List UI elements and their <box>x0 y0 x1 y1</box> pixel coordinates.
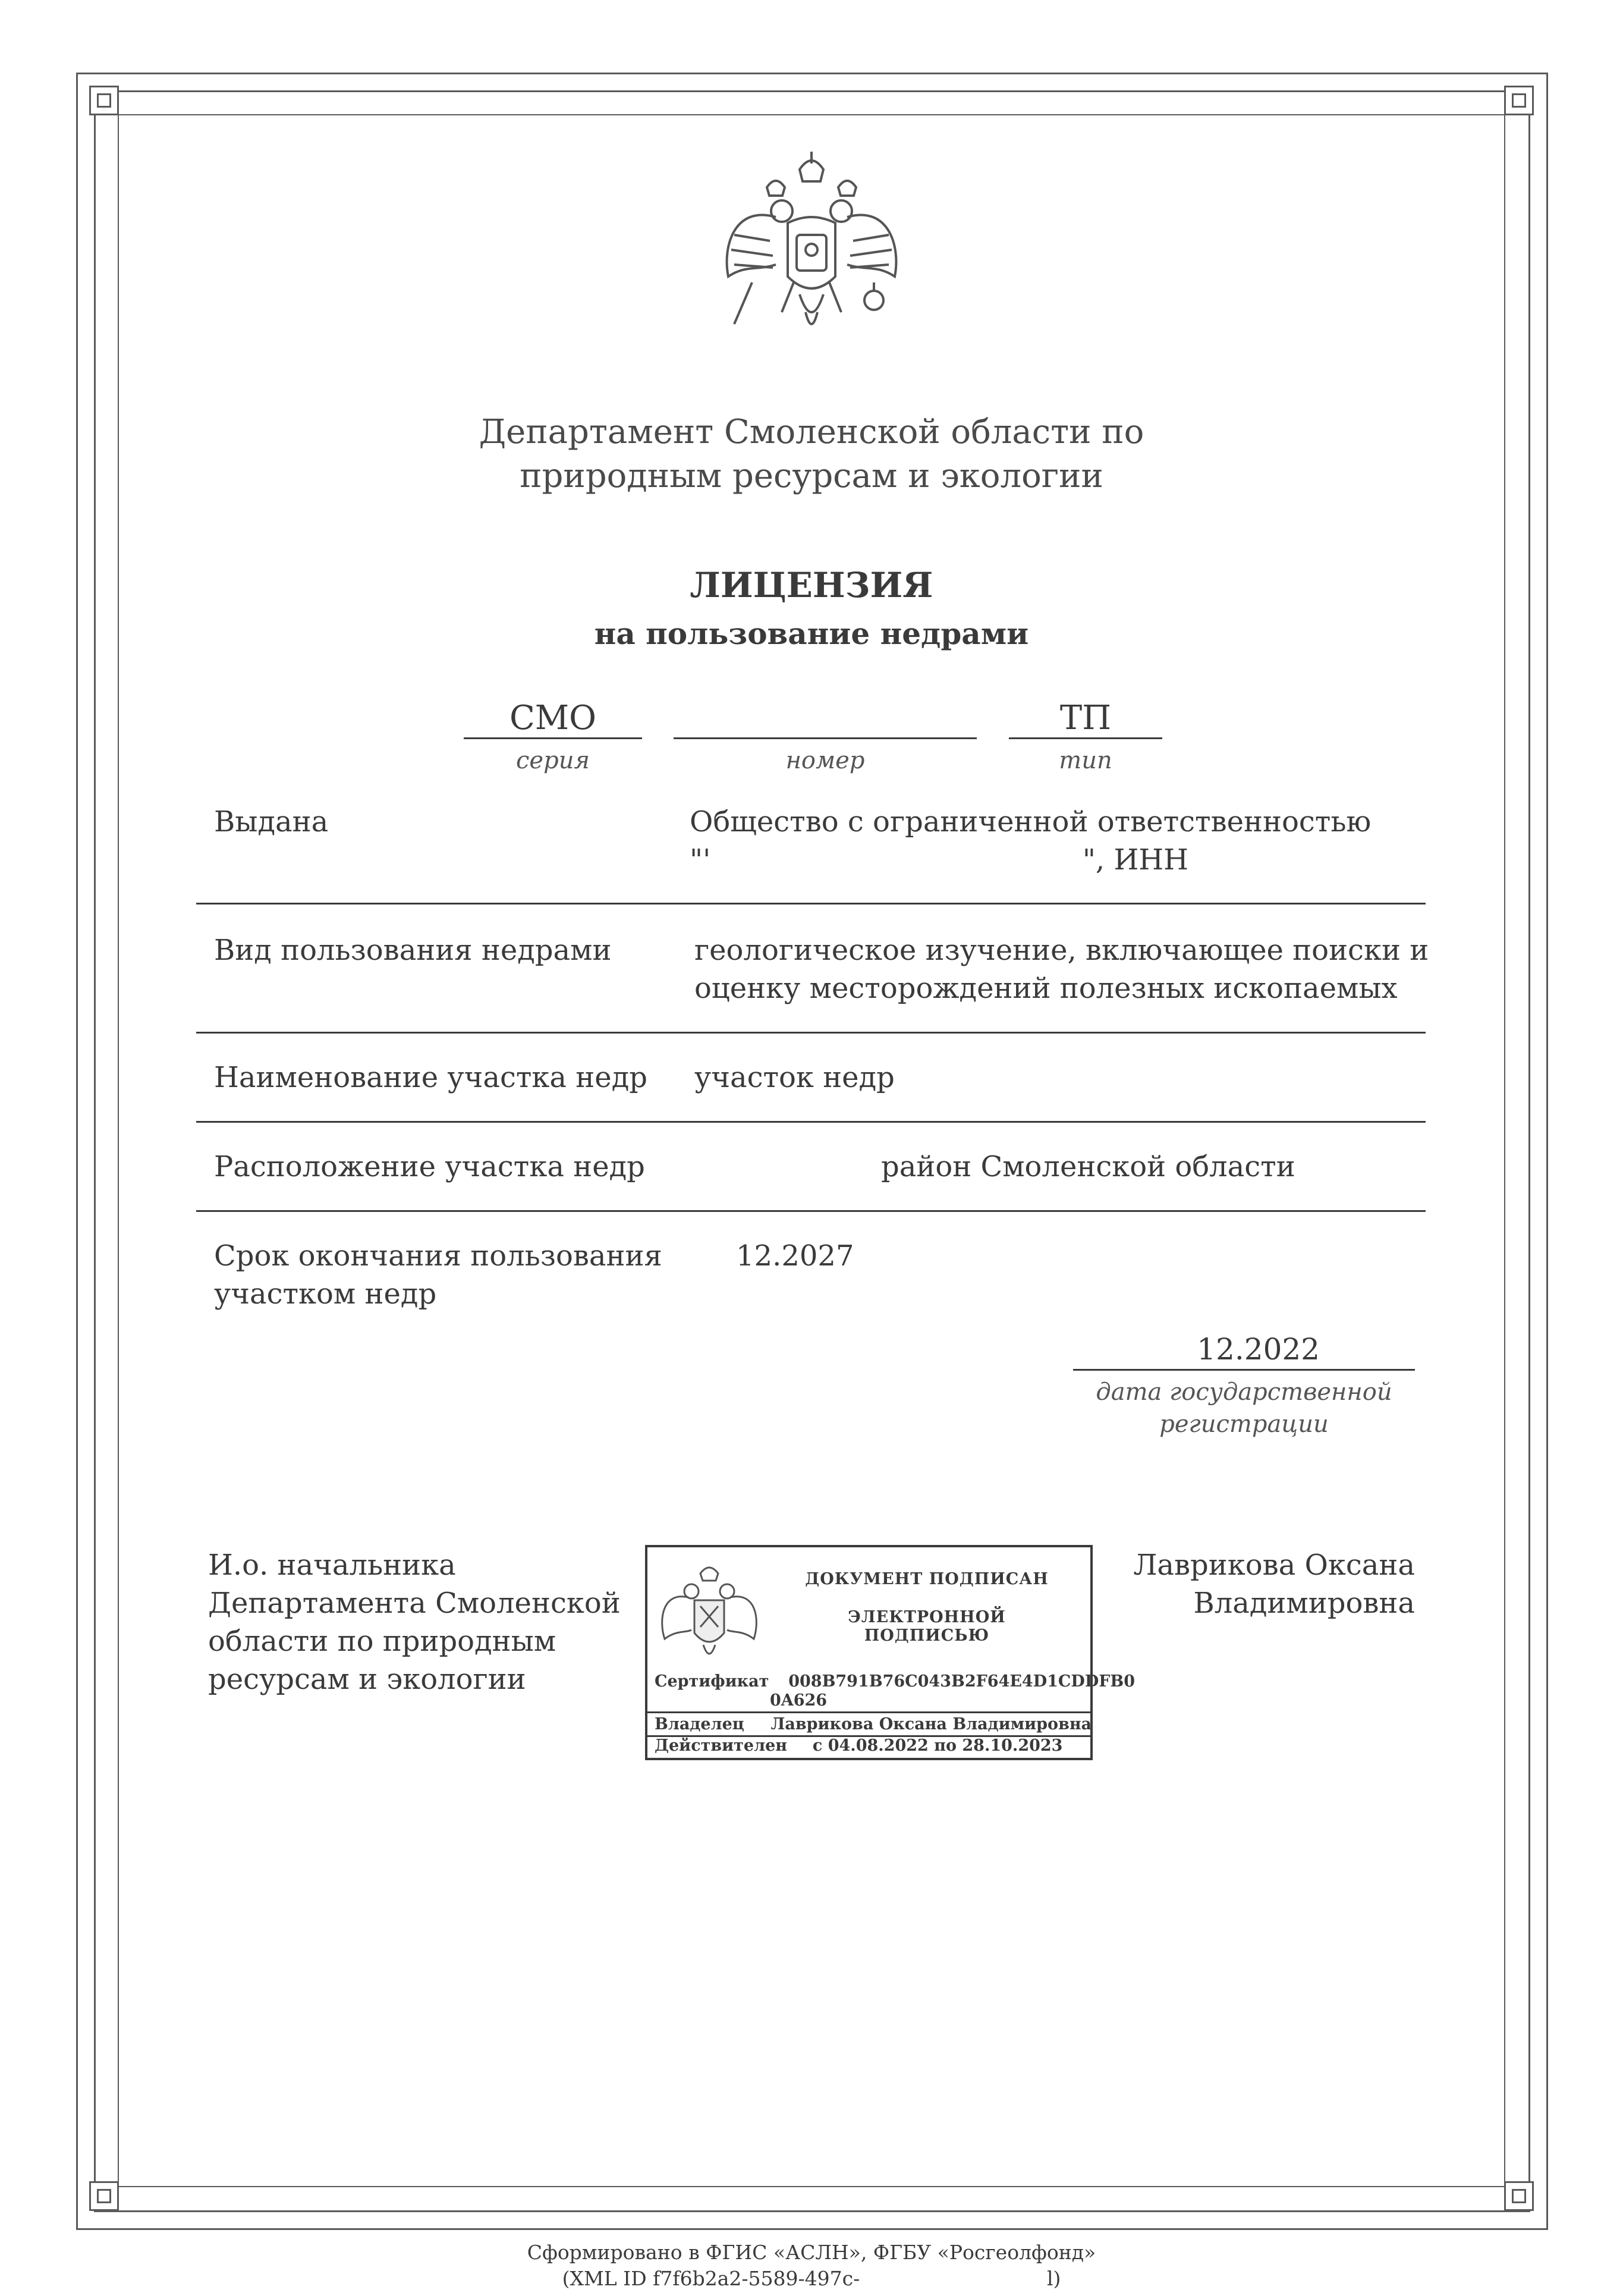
signatory-position-line: ресурсам и экологии <box>208 1663 526 1696</box>
registration-caption <box>1073 1376 1415 1440</box>
row-value-line: 12.2027 <box>736 1239 854 1273</box>
owner-value: Лаврикова Оксана Владимировна <box>770 1715 1092 1733</box>
row-value-line: оценку месторождений полезных ископаемых <box>694 972 1398 1005</box>
signatory-position-line: И.о. начальника <box>208 1549 456 1582</box>
row-expiry-label <box>214 1237 662 1313</box>
row-use-type-value <box>694 931 1429 1007</box>
frame-corner-ornament <box>89 2181 119 2211</box>
row-location-label <box>214 1148 645 1186</box>
stamp-heading-line1: ДОКУМЕНТ ПОДПИСАН <box>805 1570 1049 1588</box>
registration-date-underline <box>1073 1369 1415 1371</box>
number-underline <box>674 737 977 739</box>
type-value: ТП <box>1059 699 1112 737</box>
row-location-value <box>881 1148 1295 1186</box>
row-label-line: Вид пользования недрами <box>214 934 612 967</box>
row-label-line: Выдана <box>214 805 329 838</box>
signatory-position-line: Департамента Смоленской <box>208 1587 621 1620</box>
series-value: СМО <box>509 699 597 737</box>
signatory-position <box>208 1546 621 1698</box>
row-issued-to-value <box>690 803 1371 879</box>
signatory-name <box>1133 1546 1415 1622</box>
frame-corner-ornament <box>89 86 119 115</box>
signatory-name-line: Владимировна <box>1193 1587 1415 1620</box>
document-subtitle: на пользование недрами <box>594 616 1029 651</box>
row-use-type-label <box>214 931 611 969</box>
signatory-name-line: Лаврикова Оксана <box>1133 1549 1415 1582</box>
owner-line <box>655 1715 1092 1733</box>
registration-caption-line: дата государственной <box>1096 1378 1392 1406</box>
row-site-name-label <box>214 1059 647 1097</box>
row-expiry-value <box>736 1237 854 1275</box>
certificate-value: 008B791B76C043B2F64E4D1CDDFB0 <box>788 1672 1136 1691</box>
geology-emblem-icon <box>656 1556 763 1669</box>
row-value-line: Общество с ограниченной ответственностью <box>690 805 1372 838</box>
validity-value: с 04.08.2022 по 28.10.2023 <box>812 1736 1063 1755</box>
row-issued-to-label <box>214 803 328 841</box>
stamp-divider <box>647 1711 1090 1713</box>
electronic-signature-stamp <box>645 1545 1136 1760</box>
row-label-line: Срок окончания пользования <box>214 1239 662 1273</box>
series-caption: серия <box>516 747 590 774</box>
owner-label: Владелец <box>655 1715 744 1733</box>
type-caption: тип <box>1059 747 1112 774</box>
row-value-line: "' ", ИНН <box>690 843 1189 877</box>
type-underline <box>1009 737 1162 739</box>
row-label-line: Наименование участка недр <box>214 1061 647 1094</box>
document-title: ЛИЦЕНЗИЯ <box>690 565 933 605</box>
row-separator <box>196 1210 1426 1212</box>
stamp-heading-line2: ЭЛЕКТРОННОЙ ПОДПИСЬЮ <box>848 1608 1006 1645</box>
row-label-line: Расположение участка недр <box>214 1150 645 1183</box>
footer-line1: Сформировано в ФГИС «АСЛН», ФГБУ «Росгеолфонд» <box>527 2241 1096 2264</box>
registration-caption-line: регистрации <box>1159 1411 1329 1438</box>
row-label-line: участком недр <box>214 1277 437 1311</box>
validity-label: Действителен <box>655 1736 788 1755</box>
certificate-label: Сертификат <box>655 1672 769 1691</box>
row-separator <box>196 1032 1426 1034</box>
frame-corner-ornament <box>1504 2181 1534 2211</box>
row-value-line: геологическое изучение, включающее поиски и <box>694 934 1429 967</box>
footer-line2: (XML ID f7f6b2a2-5589-497c- l) <box>562 2267 1061 2290</box>
validity-line <box>655 1736 1062 1755</box>
coat-of-arms-emblem <box>710 146 913 354</box>
registration-date: 12.2022 <box>1197 1332 1320 1367</box>
row-value-line: район Смоленской области <box>881 1150 1295 1183</box>
row-value-line: участок недр <box>694 1061 895 1094</box>
row-separator <box>196 903 1426 904</box>
row-separator <box>196 1121 1426 1123</box>
row-site-name-value <box>694 1059 895 1097</box>
certificate-value-cont: 0A626 <box>770 1691 828 1710</box>
signatory-position-line: области по природным <box>208 1625 556 1658</box>
series-underline <box>464 737 642 739</box>
department-name-line2: природным ресурсам и экологии <box>520 457 1103 495</box>
number-caption: номер <box>785 747 865 774</box>
certificate-line <box>655 1672 1135 1691</box>
frame-corner-ornament <box>1504 86 1534 115</box>
department-name-line1: Департамент Смоленской области по <box>479 413 1144 451</box>
